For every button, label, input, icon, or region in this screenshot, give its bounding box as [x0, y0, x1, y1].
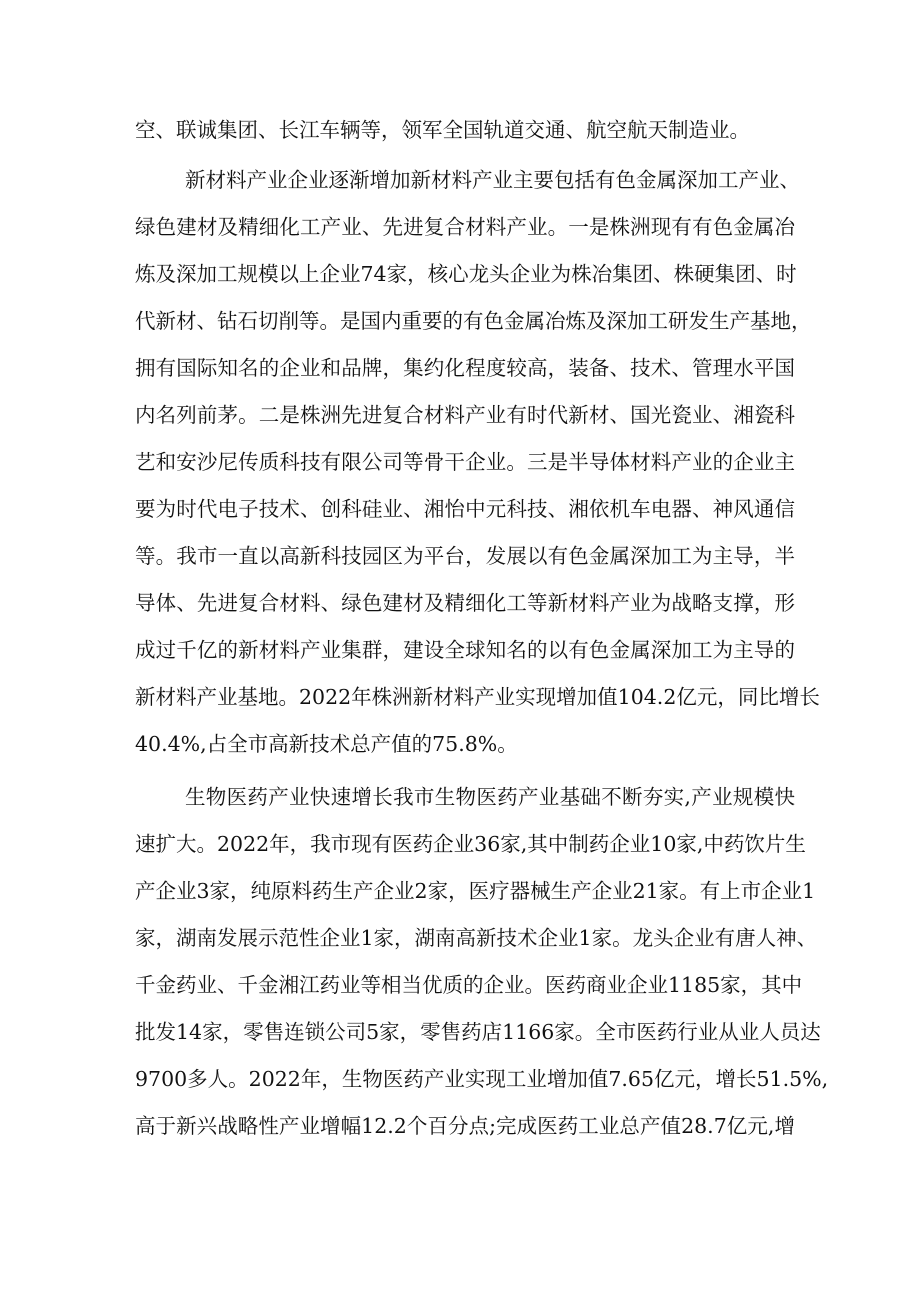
paragraph-first-line: 生物医药产业快速增长我市生物医药产业基础不断夯实,产业规模快: [185, 785, 795, 809]
text-line: 空、联诚集团、长江车辆等，领军全国轨道交通、航空航天制造业。: [135, 118, 750, 142]
text-line: 艺和安沙尼传质科技有限公司等骨干企业。三是半导体材料产业的企业主: [135, 450, 795, 474]
text-line: 批发14家，零售连锁公司5家，零售药店1166家。全市医药行业从业人员达: [135, 1020, 821, 1044]
text-line: 导体、先进复合材料、绿色建材及精细化工等新材料产业为战略支撑，形: [135, 591, 795, 615]
text-line: 成过千亿的新材料产业集群，建设全球知名的以有色金属深加工为主导的: [135, 638, 795, 662]
text-line: 40.4%,占全市高新技术总产值的75.8%。: [135, 732, 518, 756]
text-line: 速扩大。2022年，我市现有医药企业36家,其中制药企业10家,中药饮片生: [135, 832, 806, 856]
text-line: 产企业3家，纯原料药生产企业2家，医疗器械生产企业21家。有上市企业1: [135, 879, 816, 903]
text-line: 内名列前茅。二是株洲先进复合材料产业有时代新材、国光瓷业、湘瓷科: [135, 403, 795, 427]
text-line: 高于新兴战略性产业增幅12.2个百分点;完成医药工业总产值28.7亿元,增: [135, 1114, 795, 1138]
text-line: 代新材、钻石切削等。是国内重要的有色金属冶炼及深加工研发生产基地，: [135, 309, 812, 333]
paragraph-first-line: 新材料产业企业逐渐增加新材料产业主要包括有色金属深加工产业、: [185, 168, 800, 192]
text-line: 炼及深加工规模以上企业74家，核心龙头企业为株冶集团、株硬集团、时: [135, 262, 797, 286]
text-line: 千金药业、千金湘江药业等相当优质的企业。医药商业企业1185家，其中: [135, 973, 803, 997]
text-line: 家，湖南发展示范性企业1家，湖南高新技术企业1家。龙头企业有唐人神、: [135, 926, 818, 950]
text-line: 拥有国际知名的企业和品牌，集约化程度较高，装备、技术、管理水平国: [135, 356, 795, 380]
text-line: 绿色建材及精细化工产业、先进复合材料产业。一是株洲现有有色金属冶: [135, 215, 795, 239]
text-line: 9700多人。2022年，生物医药产业实现工业增加值7.65亿元，增长51.5%,: [135, 1067, 829, 1091]
text-line: 新材料产业基地。2022年株洲新材料产业实现增加值104.2亿元，同比增长: [135, 685, 820, 709]
text-line: 要为时代电子技术、创科硅业、湘怡中元科技、湘依机车电器、神风通信: [135, 497, 795, 521]
text-line: 等。我市一直以高新科技园区为平台，发展以有色金属深加工为主导，半: [135, 544, 795, 568]
